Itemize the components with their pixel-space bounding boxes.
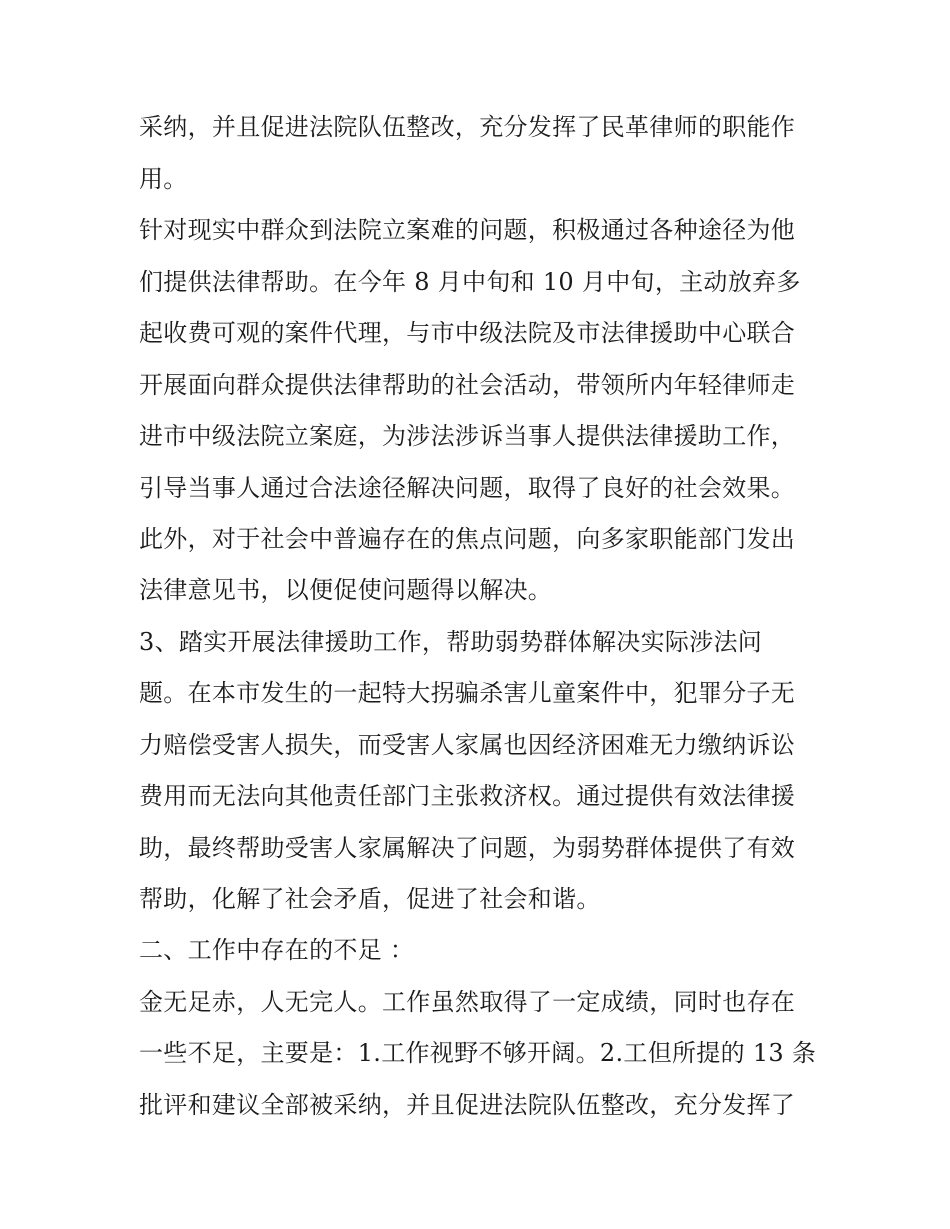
text-line: 费用而无法向其他责任部门主张救济权。通过提供有效法律援 xyxy=(139,782,796,810)
text-line: 力赔偿受害人损失，而受害人家属也因经济困难无力缴纳诉讼 xyxy=(139,731,796,759)
text-line: 金无足赤，人无完人。工作虽然取得了一定成绩，同时也存在 xyxy=(139,988,796,1016)
text-line: 开展面向群众提供法律帮助的社会活动，带领所内年轻律师走 xyxy=(139,371,796,399)
text-line: 法律意见书，以便促使问题得以解决。 xyxy=(139,576,553,604)
text-line: 助，最终帮助受害人家属解决了问题，为弱势群体提供了有效 xyxy=(139,834,796,862)
text-line: 一些不足，主要是：1.工作视野不够开阔。2.工但所提的 13 条 xyxy=(139,1039,817,1067)
text-line: 批评和建议全部被采纳，并且促进法院队伍整改，充分发挥了 xyxy=(139,1091,796,1119)
text-line: 帮助，化解了社会矛盾，促进了社会和谐。 xyxy=(139,885,601,913)
text-line: 3、踏实开展法律援助工作，帮助弱势群体解决实际涉法问 xyxy=(139,628,763,656)
text-line: 题。在本市发生的一起特大拐骗杀害儿童案件中，犯罪分子无 xyxy=(139,679,796,707)
text-line: 针对现实中群众到法院立案难的问题，积极通过各种途径为他 xyxy=(139,216,796,244)
section-heading: 二、工作中存在的不足 ： xyxy=(139,936,415,964)
text-line: 引导当事人通过合法途径解决问题，取得了良好的社会效果。 xyxy=(139,474,796,502)
text-line: 此外，对于社会中普遍存在的焦点问题，向多家职能部门发出 xyxy=(139,525,796,553)
text-line: 进市中级法院立案庭，为涉法涉诉当事人提供法律援助工作， xyxy=(139,422,796,450)
text-line: 采纳，并且促进法院队伍整改，充分发挥了民革律师的职能作 xyxy=(139,113,796,141)
text-line: 们提供法律帮助。在今年 8 月中旬和 10 月中旬，主动放弃多 xyxy=(139,268,801,296)
text-line: 起收费可观的案件代理，与市中级法院及市法律援助中心联合 xyxy=(139,319,796,347)
text-line: 用。 xyxy=(139,165,188,193)
